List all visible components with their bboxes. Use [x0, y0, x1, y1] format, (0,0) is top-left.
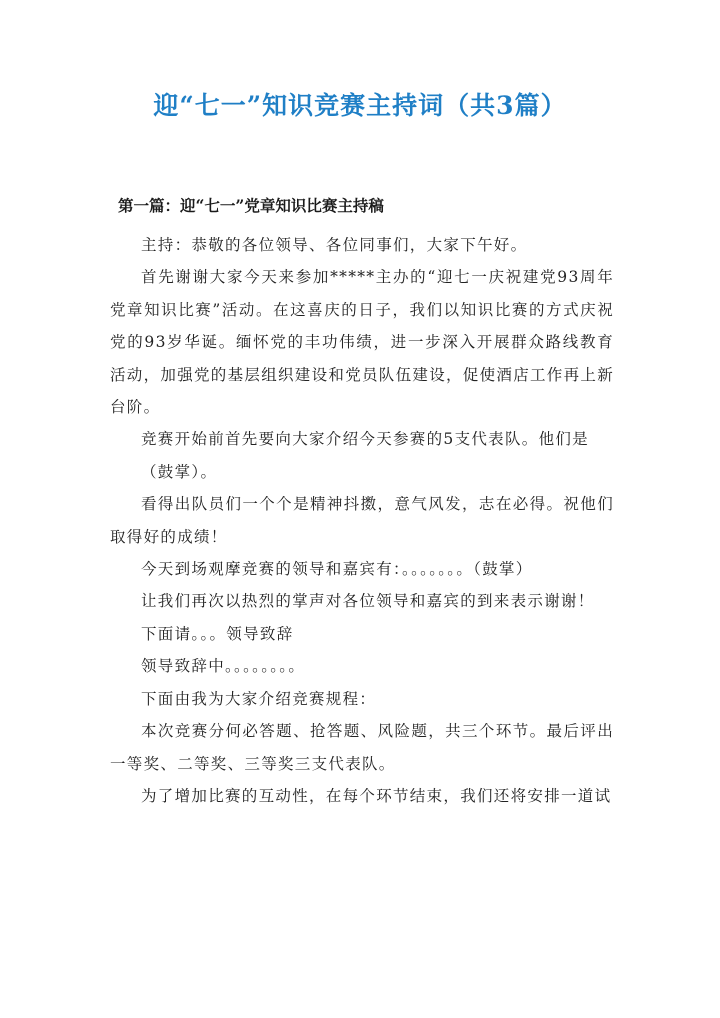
paragraph-team-wishes: 看得出队员们一个个是精神抖擞，意气风发，志在必得。祝他们取得好的成绩！: [110, 495, 614, 546]
page-title: 迎“七一”知识竞赛主持词（共3篇）: [153, 91, 567, 120]
paragraph-rules-intro: 下面由我为大家介绍竞赛规程：: [141, 689, 377, 708]
paragraph-leader-speech: 下面请。。。领导致辞: [141, 624, 294, 643]
paragraph-thanks: 让我们再次以热烈的掌声对各位领导和嘉宾的到来表示谢谢！: [141, 592, 595, 611]
document-body: [110, 229, 614, 812]
paragraph-applause: （鼓掌）。: [141, 462, 218, 481]
paragraph-guests: 今天到场观摩竞赛的领导和嘉宾有：。。。。。。。（鼓掌）: [141, 560, 533, 579]
paragraph-rules: 本次竞赛分何必答题、抢答题、风险题，共三个环节。最后评出一等奖、二等奖、三等奖三支代表队。: [110, 722, 614, 773]
paragraph-interaction: 为了增加比赛的互动性，在每个环节结束，我们还将安排一道试: [141, 786, 612, 805]
paragraph-greeting: 主持：恭敬的各位领导、各位同事们，大家下午好。: [141, 236, 528, 254]
paragraph-speech-in-progress: 领导致辞中。。。。。。。。: [141, 657, 306, 676]
paragraph-opening: 首先谢谢大家今天来参加*****主办的“迎七一庆祝建党93周年党章知识比赛”活动。在这喜庆的日子，我们以知识比赛的方式庆祝党的93岁华诞。缅怀党的丰功伟绩，进一步深入开展群众路线教育活动，加强党的基层组织建设和党员队伍建设，促使酒店工作再上新台阶。: [110, 268, 615, 417]
section-heading: 第一篇：迎“七一”党章知识比赛主持稿: [118, 196, 384, 215]
paragraph-teams-intro: 竞赛开始前首先要向大家介绍今天参赛的5支代表队。他们是: [141, 430, 589, 449]
